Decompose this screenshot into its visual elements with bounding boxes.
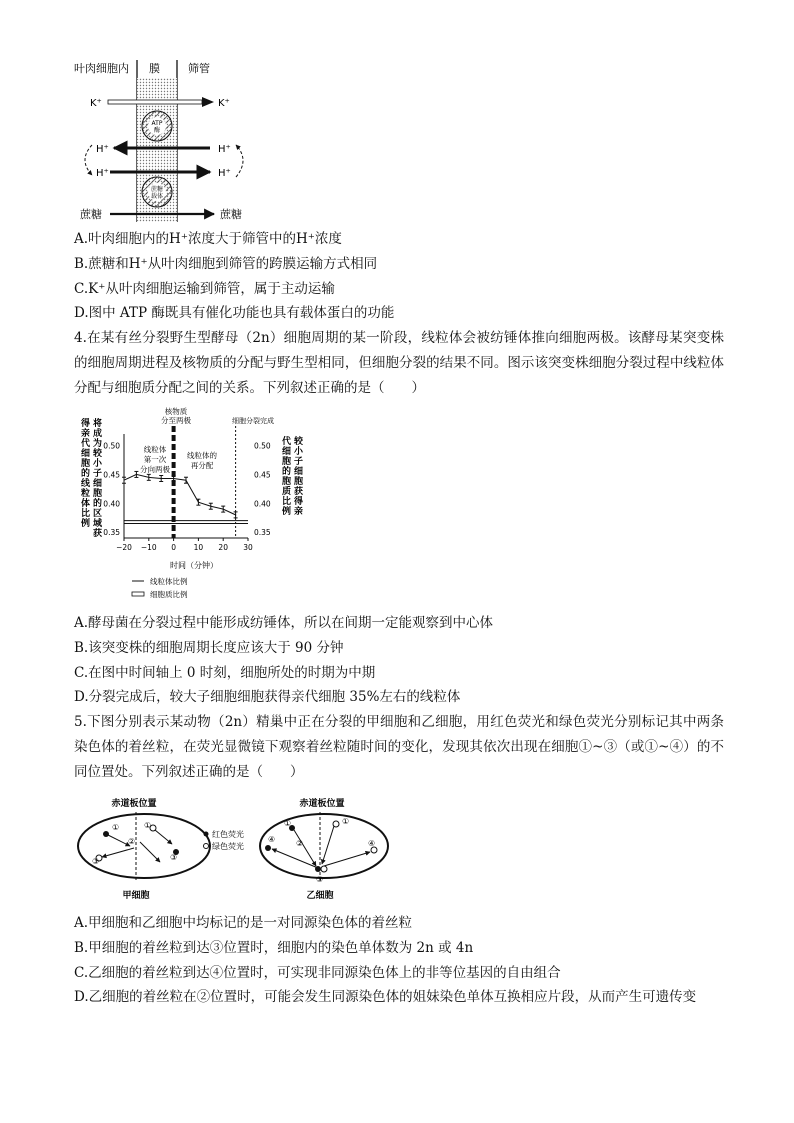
svg-text:代细胞的胞质比例: 代细胞的胞质比例 [282,437,292,517]
y-tick-label: 0.45 [103,470,120,480]
h-top-right-label: H⁺ [218,144,231,155]
svg-text:将成为较小子细胞的区域获: 将成为较小子细胞的区域获 [93,419,103,539]
legend-red: 红色荧光 [212,830,244,839]
svg-text:分向两极: 分向两极 [140,465,170,474]
cell-b-label: 乙细胞 [306,891,334,901]
svg-text:较小子细胞获得亲: 较小子细胞获得亲 [294,437,304,517]
annotation-division-done: 细胞分裂完成 [232,417,274,425]
q3-option-c: C.K⁺从叶肉细胞运输到筛管，属于主动运输 [74,281,335,297]
y-tick-label: 0.50 [103,441,120,451]
svg-text:④: ④ [368,839,376,848]
y-tick-label: 0.35 [103,528,120,538]
mitochondria-chart [72,404,312,604]
h-bottom-left-label: H⁺ [96,168,109,179]
equator-label-b: 赤道板位置 [299,799,345,809]
cell-division-figure [72,794,392,906]
sucrose-left-label: 蔗糖 [80,208,102,221]
svg-text:再分配: 再分配 [190,461,214,470]
x-tick-label: 0 [171,543,176,552]
q3-option-a: A.叶肉细胞内的H⁺浓度大于筛管中的H⁺浓度 [74,231,342,247]
sucrose-right-label: 蔗糖 [220,208,242,221]
q4-stem: 4.在某有丝分裂野生型酵母（2n）细胞周期的某一阶段，线粒体会被纺锤体推向细胞两极。该酵母某突变株的细胞周期进程及核物质的分配与野生型相同，但细胞分裂的结果不同。图示该突变株细胞分裂过程中线粒体分配与细胞质分配之间的关系。下列叙述正确的是（ ） [74,330,724,396]
h-top-left-label: H⁺ [96,144,109,155]
svg-text:②: ② [296,839,304,848]
q3-option-b: B.蔗糖和H⁺从叶肉细胞到筛管的跨膜运输方式相同 [74,256,378,272]
x-tick-label: 20 [218,543,228,552]
k-right-label: K⁺ [218,98,230,109]
y2-tick-label: 0.50 [254,441,271,451]
left-region-label: 叶肉细胞内 [74,62,129,75]
k-left-label: K⁺ [90,98,102,109]
q5-stem: 5.下图分别表示某动物（2n）精巢中正在分裂的甲细胞和乙细胞，用红色荧光和绿色荧光分别标记其中两条染色体的着丝粒，在荧光显微镜下观察着丝粒随时间的变化，发现其依次出现在细胞①~③（或①~④）的不同位置处。下列叙述正确的是（ ） [74,714,724,780]
legend-mito: 线粒体比例 [150,577,188,586]
svg-text:载体: 载体 [150,193,164,200]
svg-text:酶: 酶 [153,127,161,134]
svg-text:③: ③ [170,853,178,862]
q5-option-d: D.乙细胞的着丝粒在②位置时，可能会发生同源染色体的姐妹染色单体互换相应片段，从而产生可遗传变 [74,989,697,1005]
equator-label-a: 赤道板位置 [111,799,157,809]
q4-option-c: C.在图中时间轴上 0 时刻，细胞所处的时期为中期 [74,665,376,681]
svg-text:①: ① [342,817,350,826]
svg-text:④: ④ [268,835,276,844]
x-tick-label: −10 [140,543,157,552]
svg-text:得亲代细胞的线粒体比例: 得亲代细胞的线粒体比例 [81,419,91,529]
y2-tick-label: 0.40 [254,499,271,509]
annotation-nuclear-2: 分至两极 [161,416,191,425]
svg-text:①: ① [144,821,152,830]
svg-text:蔗糖: 蔗糖 [150,186,164,193]
y2-tick-label: 0.45 [254,470,271,480]
annotation-nuclear: 核物质 [164,407,188,416]
annotation-mito-realloc: 线粒体的 [187,451,217,460]
q5-option-c: C.乙细胞的着丝粒到达④位置时，可实现非同源染色体上的非等位基因的自由组合 [74,965,561,981]
right-region-label: 筛管 [188,62,210,75]
x-tick-label: −20 [116,543,132,552]
svg-text:ATP: ATP [151,120,163,127]
x-axis-label: 时间（分钟） [170,561,218,570]
x-tick-label: 30 [243,543,253,552]
right-ylabel [282,435,304,517]
y2-tick-label: 0.35 [254,528,271,538]
q4-option-a: A.酵母菌在分裂过程中能形成纺锤体，所以在间期一定能观察到中心体 [74,615,494,631]
svg-text:③: ③ [92,857,100,866]
legend-green: 绿色荧光 [212,842,244,851]
svg-text:③: ③ [316,875,324,884]
membrane-transport-figure [70,60,260,230]
svg-text:①: ① [112,823,120,832]
svg-text:②: ② [128,837,136,846]
y-tick-label: 0.40 [103,499,120,509]
q4-option-d: D.分裂完成后，较大子细胞细胞获得亲代细胞 35%左右的线粒体 [74,689,461,705]
membrane-label: 膜 [149,62,160,75]
annotation-mito-first: 线粒体 [143,445,167,454]
svg-text:①: ① [284,819,292,828]
left-ylabel [80,417,103,539]
h-bottom-right-label: H⁺ [218,168,231,179]
x-tick-label: 10 [193,543,204,552]
q4-option-b: B.该突变株的细胞周期长度应该大于 90 分钟 [74,640,344,656]
svg-text:第一次: 第一次 [143,455,167,464]
q5-option-b: B.甲细胞的着丝粒到达③位置时，细胞内的染色单体数为 2n 或 4n [74,940,474,956]
q5-option-a: A.甲细胞和乙细胞中均标记的是一对同源染色体的着丝粒 [74,915,413,931]
mito-series-line [124,474,236,514]
legend-cytoplasm: 细胞质比例 [150,590,188,599]
q3-option-d: D.图中 ATP 酶既具有催化功能也具有载体蛋白的功能 [74,305,395,321]
cell-a-label: 甲细胞 [122,891,150,901]
